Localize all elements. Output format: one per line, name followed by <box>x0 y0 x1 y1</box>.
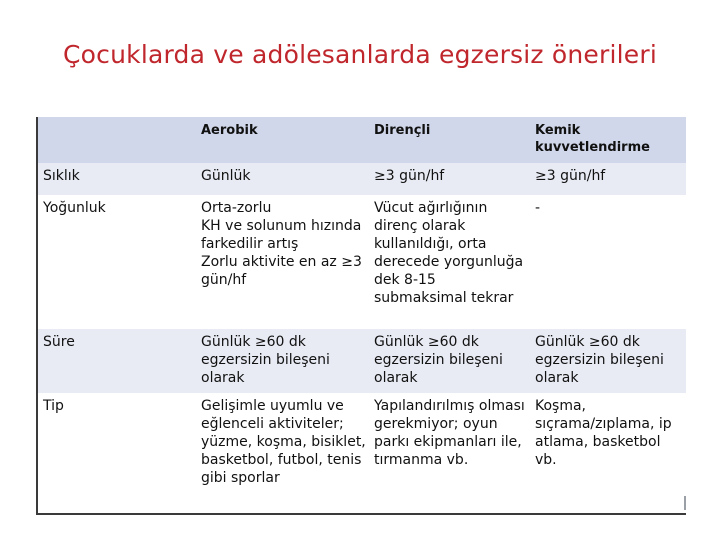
header-empty <box>38 117 197 163</box>
table-cell: ≥3 gün/hf <box>535 168 606 184</box>
table-row-type <box>38 393 686 513</box>
table-header-row <box>38 117 686 163</box>
table-cell: Orta-zorlu KH ve solunum hızında farkedilir artış Zorlu aktivite en az ≥3 gün/hf <box>201 200 362 288</box>
header-aerobic: Aerobik <box>201 123 258 138</box>
slide-edge-mark <box>684 496 686 510</box>
header-bone-strengthening: Kemik kuvvetlendirme <box>535 123 650 155</box>
row-label: Sıklık <box>43 168 80 184</box>
row-label: Yoğunluk <box>43 200 106 216</box>
table-cell: Vücut ağırlığının direnç olarak kullanıldığı, orta derecede yorgunluğa dek 8-15 submaksimal tekrar <box>374 200 524 306</box>
row-label: Tip <box>43 398 64 414</box>
table-cell: Yapılandırılmış olması gerekmiyor; oyun parkı ekipmanları ile, tırmanma vb. <box>374 398 525 468</box>
table-cell: Günlük <box>201 168 251 184</box>
header-resistance: Dirençli <box>374 123 431 138</box>
table-cell: ≥3 gün/hf <box>374 168 445 184</box>
table-row-intensity <box>38 195 686 329</box>
row-label: Süre <box>43 334 75 350</box>
recommendations-table <box>36 117 686 515</box>
slide-title: Çocuklarda ve adölesanlarda egzersiz önerileri <box>63 40 657 69</box>
table-cell: Günlük ≥60 dk egzersizin bileşeni olarak <box>201 334 330 386</box>
table-cell: - <box>535 200 541 216</box>
table-row-duration <box>38 329 686 393</box>
table-cell: Gelişimle uyumlu ve eğlenceli aktiviteler; yüzme, koşma, bisiklet, basketbol, futbol, tenis gibi sporlar <box>201 398 366 486</box>
table-row-frequency <box>38 163 686 195</box>
table-cell: Günlük ≥60 dk egzersizin bileşeni olarak <box>535 334 664 386</box>
table-cell: Günlük ≥60 dk egzersizin bileşeni olarak <box>374 334 503 386</box>
table-cell: Koşma, sıçrama/zıplama, ip atlama, basketbol vb. <box>535 398 672 468</box>
